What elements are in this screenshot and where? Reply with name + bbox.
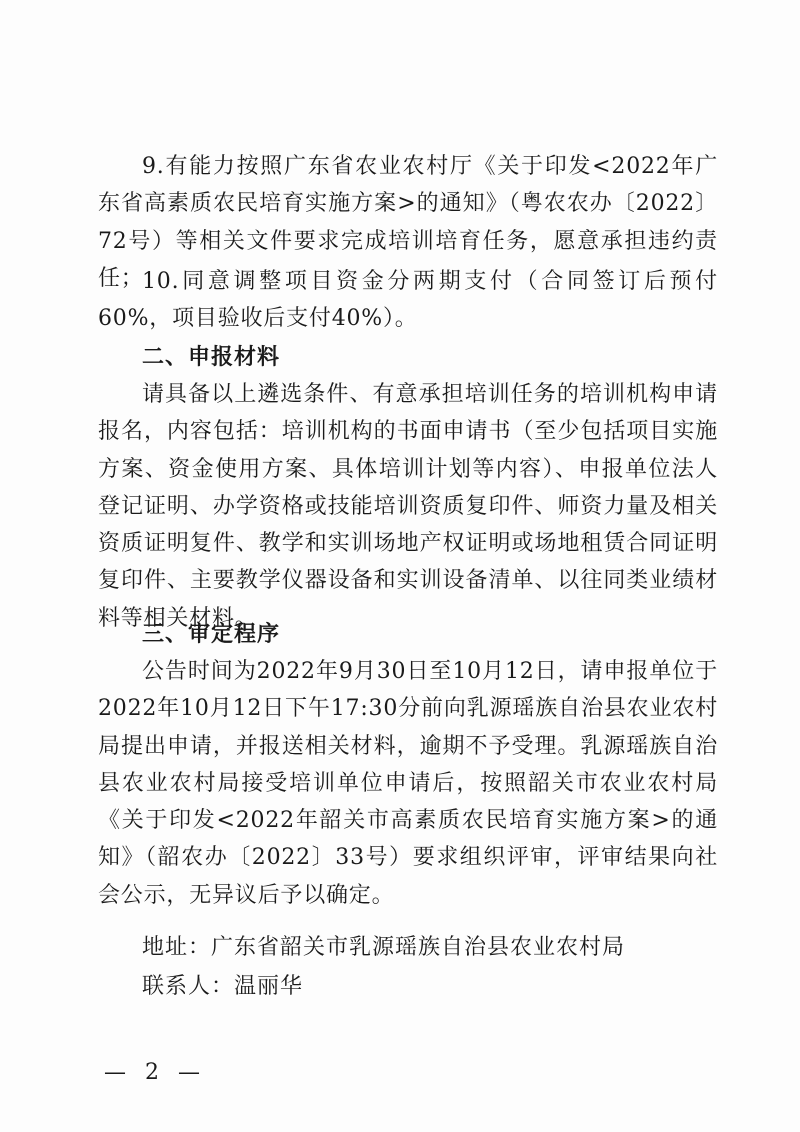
address-line: 地址：广东省韶关市乳源瑶族自治县农业农村局: [142, 935, 626, 960]
page-number: — 2 —: [104, 1060, 206, 1085]
item-9-paragraph: 9.有能力按照广东省农业农村厅《关于印发<2022年广东省高素质农民培育实施方案>的通知》（粤农农办〔2022〕72号）等相关文件要求完成培训培育任务，愿意承担违约责任；: [98, 154, 718, 291]
item-10-paragraph: 10.同意调整项目资金分两期支付（合同签订后预付60%，项目验收后支付40%）。: [98, 269, 718, 332]
section-heading-application-materials: 二、申报材料: [142, 345, 281, 370]
section-heading-review-procedure: 三、审定程序: [142, 622, 281, 647]
review-procedure-paragraph: 公告时间为2022年9月30日至10月12日，请申报单位于2022年10月12日下午17:30分前向乳源瑶族自治县农业农村局提出申请，并报送相关材料，逾期不予受理。乳源瑶族自治县农业农村局接受培训单位申请后，按照韶关市农业农村局《关于印发<2022年韶关市高素质农民培育实施方案>的通知》（韶农办〔2022〕33号）要求组织评审，评审结果向社会公示，无异议后予以确定。: [98, 659, 718, 908]
contact-line: 联系人：温丽华: [142, 974, 304, 999]
application-materials-paragraph: 请具备以上遴选条件、有意承担培训任务的培训机构申请报名，内容包括：培训机构的书面申请书（至少包括项目实施方案、资金使用方案、具体培训计划等内容）、申报单位法人登记证明、办学资格或技能培训资质复印件、师资力量及相关资质证明复件、教学和实训场地产权证明或场地租赁合同证明复印件、主要教学仪器设备和实训设备清单、以往同类业绩材料等相关材料。: [98, 382, 718, 631]
